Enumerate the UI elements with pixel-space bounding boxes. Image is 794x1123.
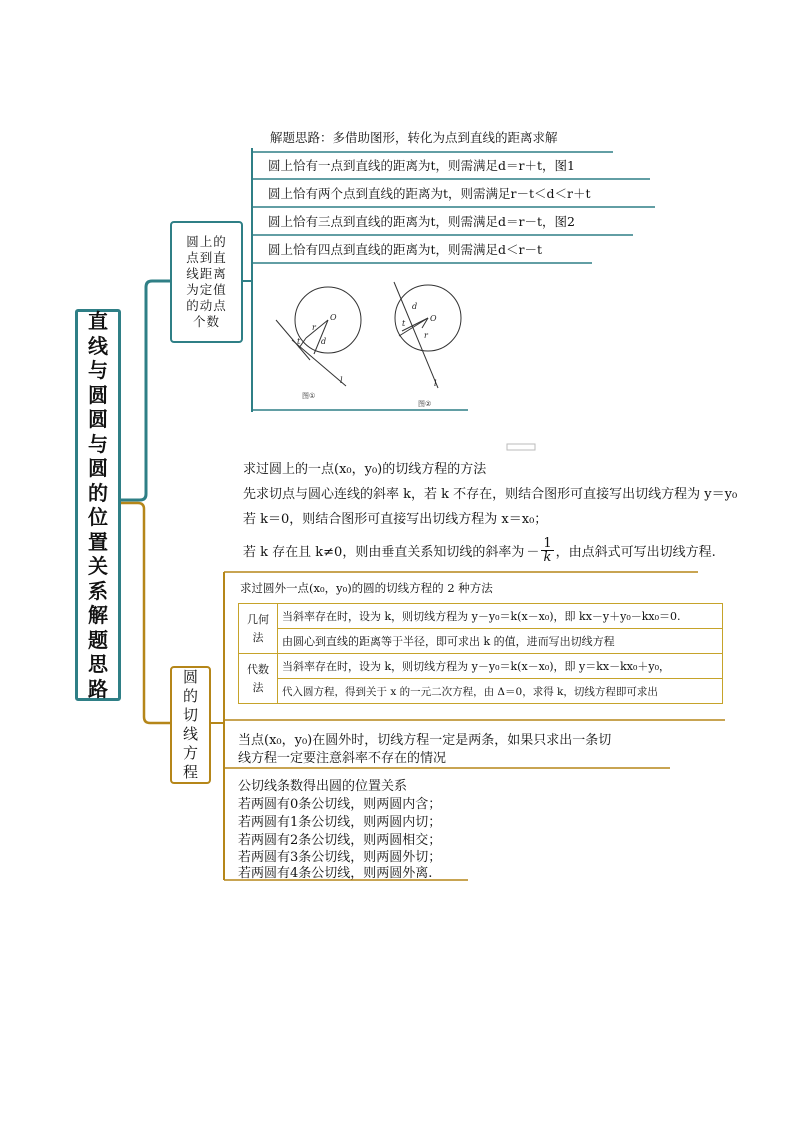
tangent-point-line2: 若 k＝0，则结合图形可直接写出切线方程为 x＝x₀； — [243, 512, 548, 527]
fig2-t-label: t — [402, 319, 406, 328]
root-char: 圆 — [88, 456, 108, 480]
branch1-label-line: 为定值 — [186, 282, 227, 297]
fraction-denominator: k — [543, 549, 552, 565]
branch1-item: 圆上恰有三点到直线的距离为t，则需满足d＝r－t，图2 — [268, 214, 575, 229]
root-char: 圆 — [88, 382, 108, 407]
fig2-center-label: O — [430, 314, 437, 323]
fraction-numerator: 1 — [543, 535, 552, 551]
slope-fraction — [541, 537, 553, 564]
branch2-label-char: 程 — [182, 763, 198, 781]
branch2-label-char: 圆 — [182, 668, 198, 686]
common-tangent-item: 若两圆有1条公切线，则两圆内切； — [238, 815, 442, 830]
root-char: 关 — [88, 554, 108, 578]
root-char: 系 — [88, 578, 108, 603]
branch1-item: 圆上恰有四点到直线的距离为t，则需满足d＜r－t — [268, 242, 543, 257]
branch1-label — [170, 221, 243, 343]
fig1-distance-label: d — [321, 337, 327, 346]
method-algebraic-row2: 代入圆方程，得到关于 x 的一元二次方程，由 Δ＝0，求得 k，切线方程即可求出 — [278, 679, 723, 704]
branch1-label-line: 的动点 — [186, 298, 227, 313]
method-name-part: 法 — [252, 630, 264, 644]
fig1-center-label: O — [330, 313, 337, 322]
common-tangent-item: 若两圆有3条公切线，则两圆外切； — [238, 850, 442, 865]
line3-suffix: ，由点斜式可写出切线方程. — [555, 544, 716, 560]
method-name-part: 代数 — [247, 662, 269, 676]
branch2-label-char: 的 — [182, 687, 198, 705]
slope-minus: － — [526, 544, 540, 560]
branch1-label-line: 线距离 — [186, 266, 227, 281]
outside-point-title: 求过圆外一点(x₀，y₀)的圆的切线方程的 2 种方法 — [240, 581, 493, 595]
branch2-label-char: 线 — [182, 725, 198, 743]
common-tangent-item: 若两圆有4条公切线，则两圆外离. — [238, 866, 433, 881]
root-char: 位 — [88, 505, 108, 529]
line3-prefix: 若 k 存在且 k≠0，则由垂直关系知切线的斜率为 — [243, 544, 525, 560]
root-char: 与 — [88, 358, 108, 382]
root-char: 线 — [88, 333, 108, 358]
branch2-label-char: 切 — [182, 706, 198, 724]
common-tangent-item: 若两圆有2条公切线，则两圆相交； — [238, 833, 442, 848]
root-char: 与 — [88, 431, 108, 456]
fig2-line-label: l — [434, 379, 437, 388]
common-tangent-title: 公切线条数得出圆的位置关系 — [238, 779, 408, 794]
fig2-distance-label: d — [412, 302, 418, 311]
fig2-caption: 图② — [418, 400, 432, 408]
root-char: 的 — [88, 480, 108, 505]
tangent-point-title: 求过圆上的一点(x₀，y₀)的切线方程的方法 — [243, 462, 487, 477]
method-name-part: 法 — [252, 680, 264, 694]
outside-point-note-line1: 当点(x₀，y₀)在圆外时，切线方程一定是两条，如果只求出一条切 — [238, 733, 612, 748]
method-geometric-name — [239, 604, 278, 654]
fig1-caption: 图① — [302, 392, 316, 400]
method-geometric-row2: 由圆心到直线的距离等于半径，即可求出 k 的值，进而写出切线方程 — [278, 629, 723, 654]
branch1-heading: 解题思路：多借助图形，转化为点到直线的距离求解 — [270, 130, 558, 145]
branch1-label-line: 圆上的 — [186, 234, 227, 249]
branch1-label-line: 个数 — [192, 314, 220, 329]
tangent-point-line3 — [243, 533, 716, 567]
methods-table — [238, 603, 723, 704]
fig1-radius-label: r — [312, 323, 316, 332]
tangent-point-line1: 先求切点与圆心连线的斜率 k，若 k 不存在，则结合图形可直接写出切线方程为 y＝y₀ — [243, 487, 738, 502]
root-char: 路 — [88, 676, 108, 701]
branch1-item: 圆上恰有一点到直线的距离为t，则需满足d＝r＋t，图1 — [268, 158, 575, 173]
root-node — [75, 309, 121, 701]
common-tangent-item: 若两圆有0条公切线，则两圆内含； — [238, 797, 442, 812]
root-char: 解 — [88, 603, 108, 627]
circle-line-figures — [262, 276, 468, 410]
branch1-label-line: 点到直 — [186, 250, 227, 265]
branch1-item: 圆上恰有两个点到直线的距离为t，则需满足r－t＜d＜r＋t — [268, 186, 591, 201]
branch2-label — [170, 666, 211, 784]
method-geometric-row1: 当斜率存在时，设为 k，则切线方程为 y－y₀＝k(x－x₀)，即 kx－y＋y₀－kx₀＝0. — [278, 604, 723, 629]
root-char: 思 — [88, 652, 108, 676]
branch2-label-char: 方 — [182, 744, 198, 762]
root-char: 置 — [88, 529, 108, 554]
outside-point-note-line2: 线方程一定要注意斜率不存在的情况 — [238, 751, 447, 766]
method-algebraic-name — [239, 654, 278, 704]
fig1-t-label: t — [297, 337, 301, 346]
fig1-line-label: l — [340, 376, 343, 385]
method-algebraic-row1: 当斜率存在时，设为 k，则切线方程为 y－y₀＝k(x－x₀)，即 y＝kx－kx₀＋y₀， — [278, 654, 723, 679]
method-name-part: 几何 — [247, 612, 269, 626]
root-char: 圆 — [88, 407, 108, 431]
root-char: 题 — [88, 627, 108, 652]
root-char: 直 — [88, 309, 108, 333]
fig2-radius-label: r — [424, 331, 428, 340]
